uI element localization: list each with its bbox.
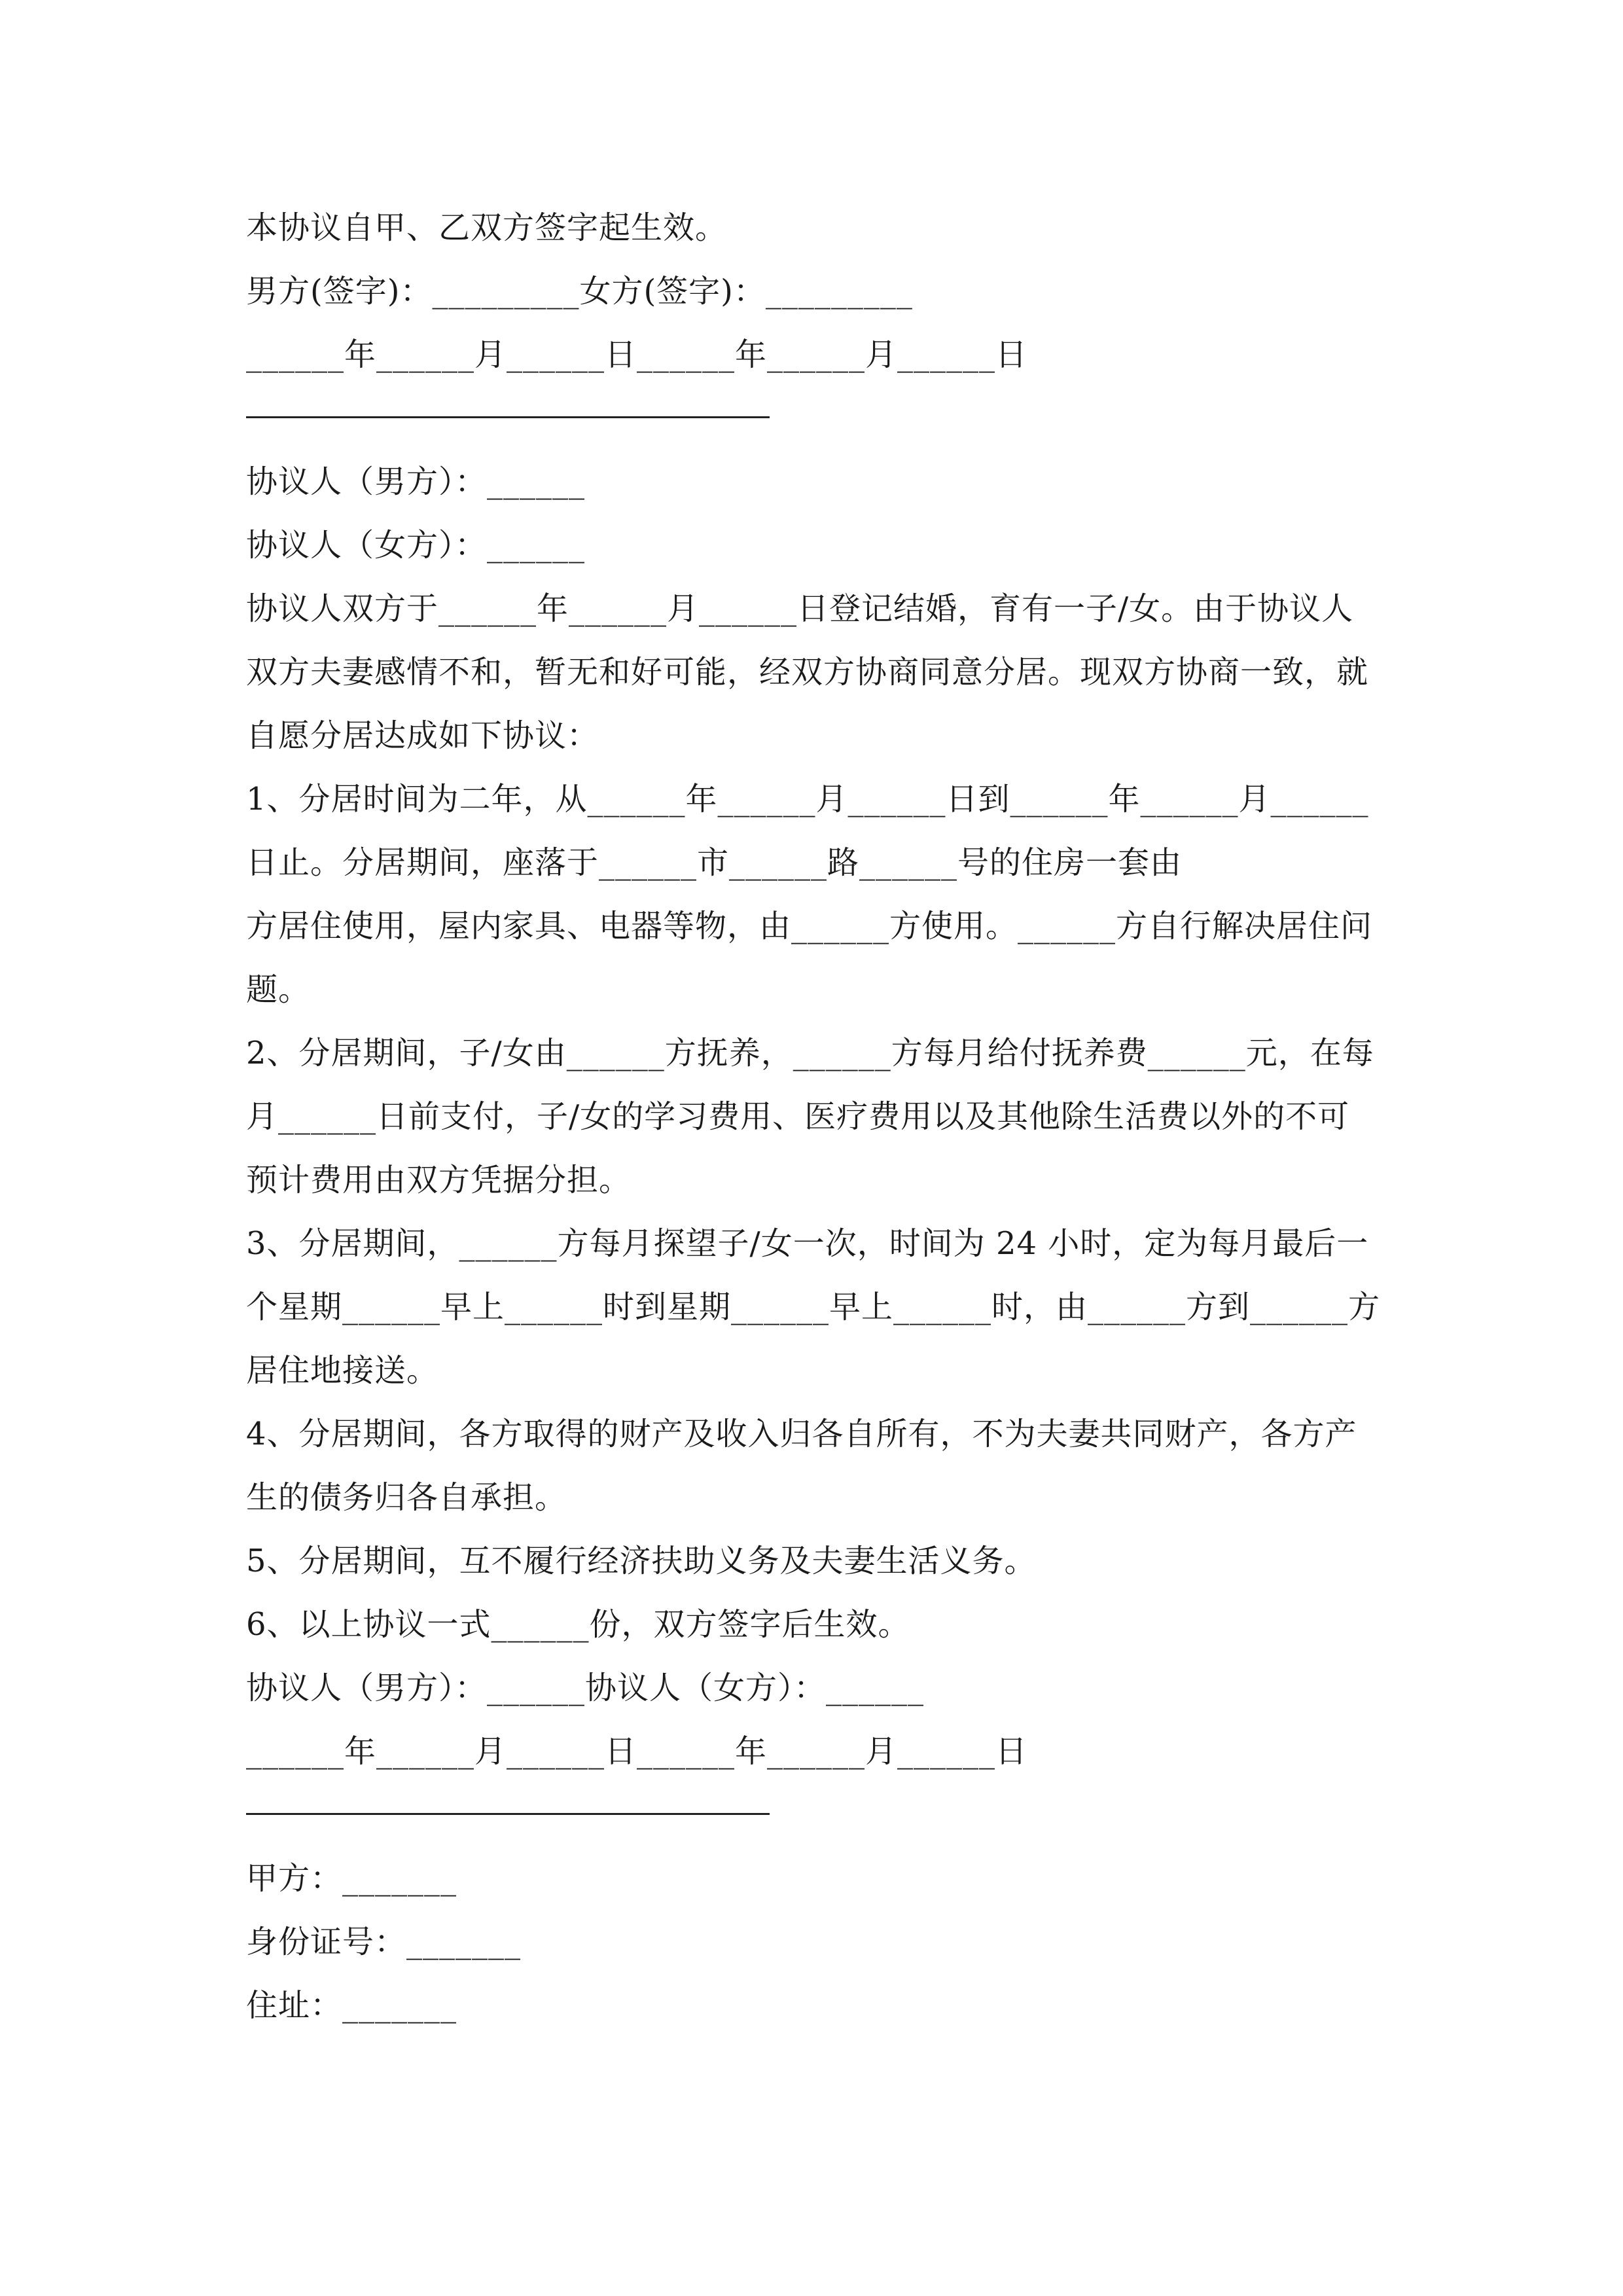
section-divider	[246, 387, 1378, 450]
date-line: ______年______月______日______年______月______日	[246, 336, 1028, 373]
clause-1-line: 1、分居时间为二年，从______年______月______日到______年______月______	[246, 781, 1369, 817]
divider-bar	[246, 416, 770, 418]
signature-line: 协议人（男方）：______协议人（女方）：______	[246, 1670, 925, 1706]
clause-6-line: 6、以上协议一式______份，双方签字后生效。	[246, 1606, 910, 1643]
effective-clause: 本协议自甲、乙双方签字起生效。	[246, 209, 728, 246]
section-divider	[246, 1784, 1378, 1847]
clause-3-line: 个星期______早上______时到星期______早上______时，由______方到______方	[246, 1289, 1381, 1325]
clause-2-line: 2、分居期间，子/女由______方抚养，______方每月给付抚养费______元，在每	[246, 1035, 1374, 1071]
signature-line: 男方(签字)：_________女方(签字)：_________	[246, 273, 913, 310]
clause-4-line: 4、分居期间，各方取得的财产及收入归各自所有，不为夫妻共同财产，各方产	[246, 1416, 1357, 1452]
id-number: 身份证号：_______	[246, 1924, 522, 1960]
clause-4-line: 生的债务归各自承担。	[246, 1479, 567, 1516]
agreement-text-line: 自愿分居达成如下协议：	[246, 717, 599, 754]
clause-3-line: 居住地接送。	[246, 1352, 439, 1389]
clause-2-line: 月______日前支付，子/女的学习费用、医疗费用以及其他除生活费以外的不可	[246, 1098, 1350, 1135]
divider-bar	[246, 1813, 770, 1815]
agreement-text-line: 协议人双方于______年______月______日登记结婚，育有一子/女。由于协议人	[246, 590, 1354, 627]
address: 住址：_______	[246, 1987, 457, 2024]
document-body	[246, 196, 1381, 2037]
clause-3-line: 3、分居期间，______方每月探望子/女一次，时间为 24 小时，定为每月最后一	[246, 1225, 1369, 1262]
clause-1-line: 日止。分居期间，座落于______市______路______号的住房一套由	[246, 844, 1183, 881]
agreement-text-line: 双方夫妻感情不和，暂无和好可能，经双方协商同意分居。现双方协商一致，就	[246, 654, 1369, 691]
date-line: ______年______月______日______年______月______日	[246, 1733, 1028, 1770]
clause-1-line: 题。	[246, 971, 311, 1008]
clause-1-line: 方居住使用，屋内家具、电器等物，由______方使用。______方自行解决居住问	[246, 908, 1373, 944]
clause-2-line: 预计费用由双方凭据分担。	[246, 1162, 632, 1198]
clause-5-line: 5、分居期间，互不履行经济扶助义务及夫妻生活义务。	[246, 1543, 1037, 1579]
party-a: 甲方：_______	[246, 1860, 457, 1897]
party-male: 协议人（男方）：______	[246, 463, 586, 500]
party-female: 协议人（女方）：______	[246, 527, 586, 564]
